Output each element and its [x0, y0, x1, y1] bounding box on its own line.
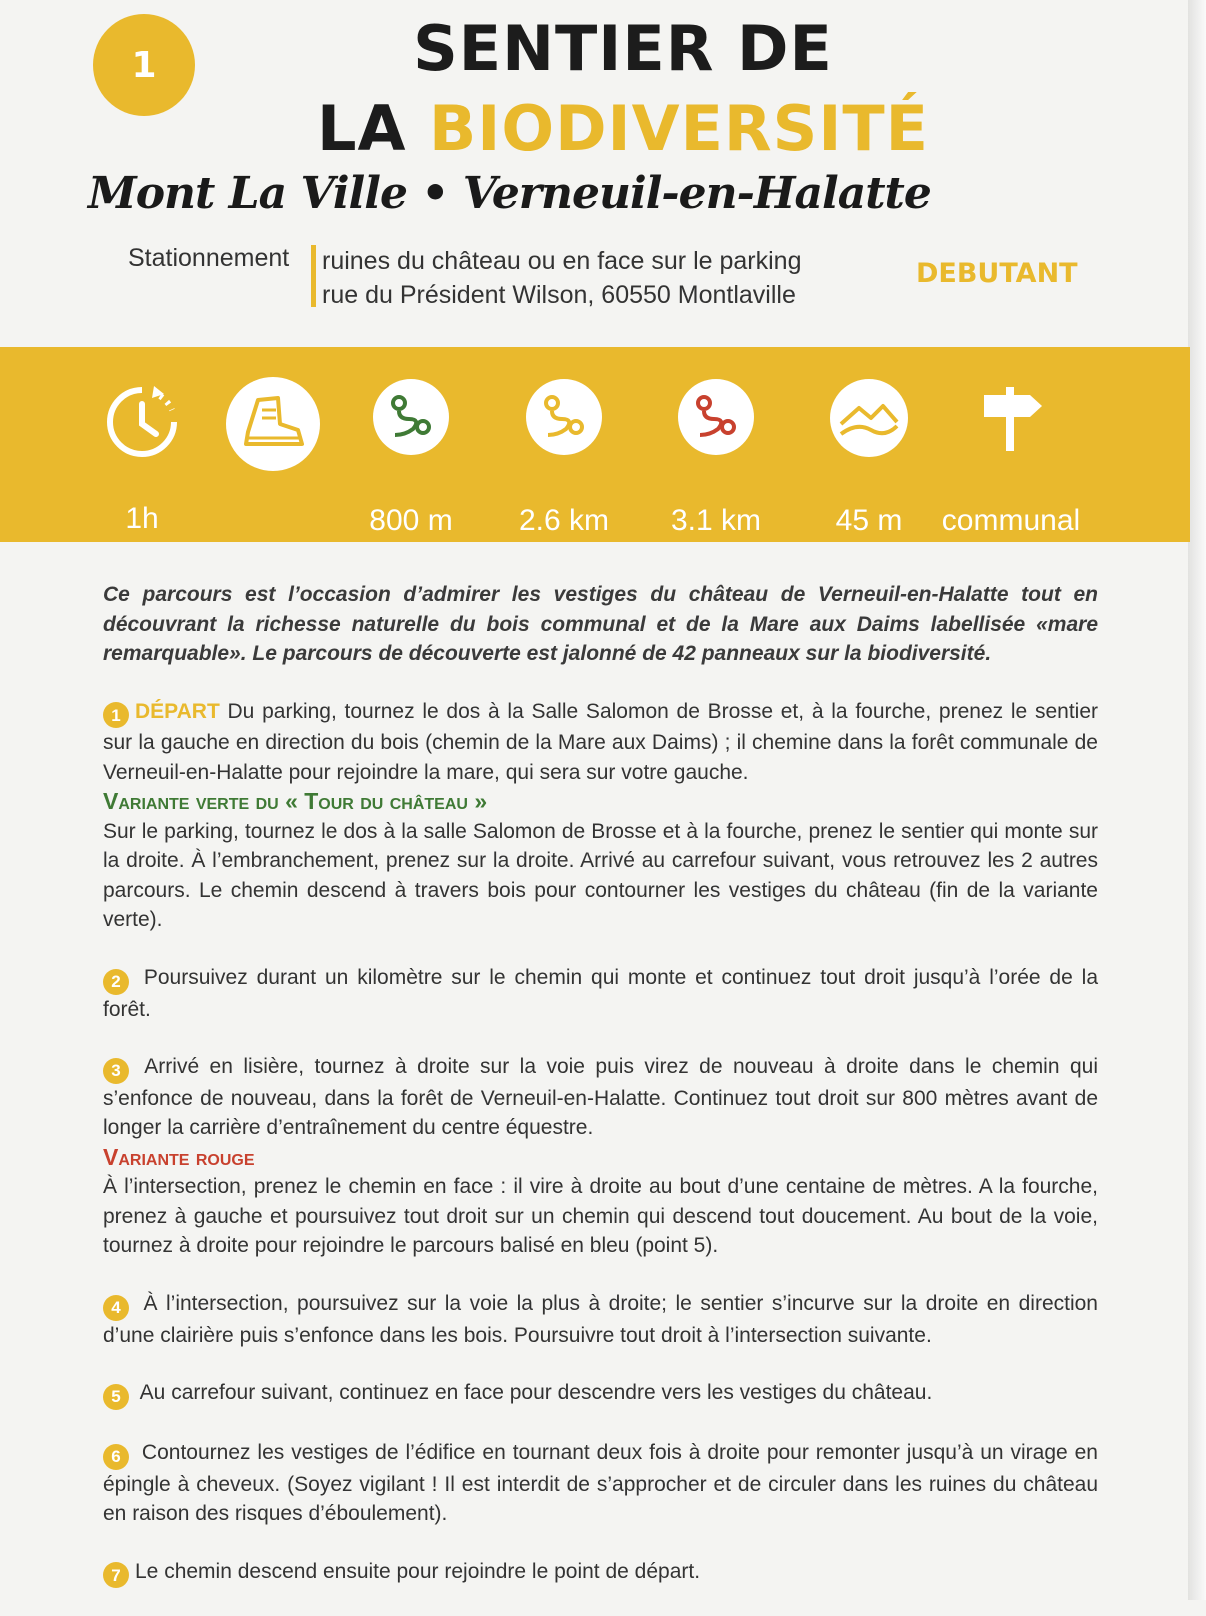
step-number-badge: 2: [103, 969, 129, 995]
step-text: À l’intersection, poursuivez sur la voie la plus à droite; le sentier s’incurve sur la droite en direction d’une clairière puis s’enfonce dans les bois. Poursuivre tout droit à l’intersection suivante.: [103, 1291, 1098, 1347]
signpost-icon: [971, 379, 1051, 459]
step-number-badge: 3: [103, 1058, 129, 1084]
step-number-badge: 7: [103, 1562, 129, 1588]
stat-boot: [225, 377, 321, 471]
step-text: Du parking, tournez le dos à la Salle Salomon de Brosse et, à la fourche, prenez le sentier sur la gauche en direction du bois (chemin de la Mare aux Daims) ; il chemine dans la forêt communale de Verneuil-en-Halatte pour rejoindre la mare, qui sera sur votre gauche.: [103, 699, 1098, 784]
step-text: Au carrefour suivant, continuez en face pour descendre vers les vestiges du château.: [135, 1381, 933, 1404]
parking-address: [322, 244, 801, 312]
step-number-badge: 6: [103, 1444, 129, 1470]
step-text: Contournez les vestiges de l’édifice en tournant deux fois à droite pour remonter jusqu’à un virage en épingle à cheveux. (Soyez vigilant ! Il est interdit de s’approcher et de circuler dans les ruines du château en raison des risques d’éboulement).: [103, 1440, 1098, 1525]
step-number-badge: 5: [103, 1384, 129, 1410]
stat-signpost: [941, 379, 1081, 537]
route-red-icon: [678, 379, 754, 455]
step-1: [103, 697, 1098, 788]
page-edge: [1188, 0, 1206, 1600]
step-2: [103, 963, 1098, 1024]
stat-duration: [97, 377, 187, 535]
step-number-badge: 4: [103, 1295, 129, 1321]
stat-value: 45 m: [835, 504, 903, 537]
intro-paragraph: Ce parcours est l’occasion d’admirer les vestiges du château de Verneuil-en-Halatte tout en découvrant la richesse naturelle du bois communal et de la Mare aux Daims labellisée «mare remarquable». Le parcours de découverte est jalonné de 42 panneaux sur la biodiversité.: [103, 583, 1098, 665]
depart-label: DÉPART: [135, 699, 220, 723]
title-line-2: [0, 92, 1206, 165]
step-5: [103, 1378, 1098, 1410]
stat-value: 1h: [125, 502, 159, 535]
title-highlight: BIODIVERSITÉ: [429, 92, 930, 165]
clock-icon: [97, 377, 187, 467]
step-7: [103, 1557, 1098, 1589]
hiking-boot-icon: [226, 377, 320, 471]
stat-red-route: [670, 379, 762, 537]
red-variant-text: À l’intersection, prenez le chemin en face : il vire à droite au bout d’une centaine de mètres. A la fourche, prenez à gauche et poursuivez tout droit sur un chemin qui descend tout doucement. Au bout de la voie, tournez à droite pour rejoindre le parcours balisé en bleu (point 5).: [103, 1175, 1098, 1258]
parking-line-1: ruines du château ou en face sur le parking: [322, 247, 802, 275]
parking-label: Stationnement: [128, 244, 290, 272]
stat-yellow-route: [518, 379, 610, 537]
step-6: [103, 1438, 1098, 1529]
green-variant-text: Sur le parking, tournez le dos à la salle Salomon de Brosse et à la fourche, prenez le sentier qui monte sur la droite. À l’embranchement, prenez sur la droite. Arrivé au carrefour suivant, vous retrouvez les 2 autres parcours. Le chemin descend à travers bois pour contourner les vestiges du château (fin de la variante verte).: [103, 819, 1098, 932]
stats-band: [0, 347, 1190, 542]
stat-value: 3.1 km: [670, 504, 762, 537]
stat-value: communal: [941, 504, 1081, 537]
route-green-icon: [373, 379, 449, 455]
elevation-icon: [830, 379, 908, 457]
stat-elevation: [826, 379, 912, 537]
parking-divider: [311, 245, 316, 307]
route-yellow-icon: [526, 379, 602, 455]
title-line-1: SENTIER DE: [413, 12, 833, 85]
step-number-badge: 1: [103, 702, 129, 728]
stat-value: 800 m: [369, 504, 453, 537]
trail-number-badge: 1: [93, 14, 195, 116]
trail-description: [103, 580, 1098, 1616]
step-text: Poursuivez durant un kilomètre sur le chemin qui monte et continuez tout droit jusqu’à l’orée de la forêt.: [103, 965, 1098, 1021]
difficulty-level: DEBUTANT: [916, 258, 1078, 289]
stat-value: 2.6 km: [518, 504, 610, 537]
step-3: [103, 1052, 1098, 1143]
location-subtitle: Mont La Ville • Verneuil-en-Halatte: [88, 168, 931, 219]
step-text: Le chemin descend ensuite pour rejoindre le point de départ.: [135, 1559, 701, 1583]
title-prefix: LA: [316, 92, 430, 165]
parking-line-2: rue du Président Wilson, 60550 Montlaville: [322, 281, 796, 309]
step-4: [103, 1289, 1098, 1350]
stat-green-route: [368, 379, 454, 537]
step-text: Arrivé en lisière, tournez à droite sur la voie puis virez de nouveau à droite dans le chemin qui s’enfonce de nouveau, dans la forêt de Verneuil-en-Halatte. Continuez tout droit sur 800 mètres avant de longer la carrière d’entraînement du centre équestre.: [103, 1055, 1098, 1140]
red-variant-title: Variante rouge: [103, 1143, 255, 1170]
green-variant-title: Variante verte du « Tour du château »: [103, 788, 488, 815]
